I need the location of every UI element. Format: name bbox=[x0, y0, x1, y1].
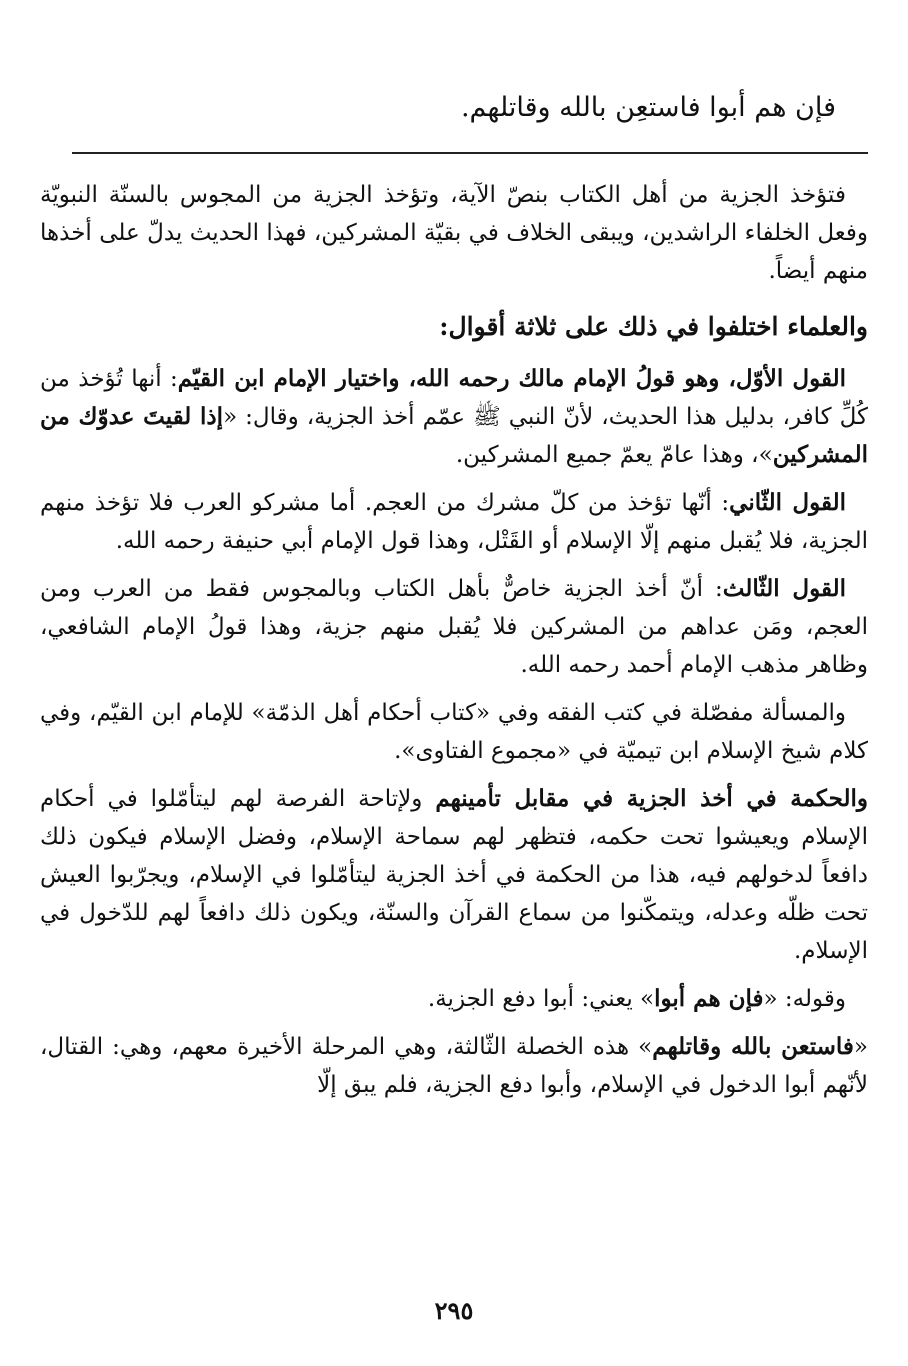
opinion-one-end: »، وهذا عامّ يعمّ جميع المشركين. bbox=[455, 442, 773, 468]
paragraph-jizya-intro: فتؤخذ الجزية من أهل الكتاب بنصّ الآية، وتؤخذ الجزية من المجوس بالسنّة النبويّة وفعل الخلفاء الراشدين، ويبقى الخلاف في بقيّة المشركين، فهذا الحديث يدلّ على أخذها منهم أيضاً. bbox=[40, 182, 868, 284]
paragraph-opinion-three bbox=[40, 570, 868, 684]
opinion-one-text: : أنها تُؤخذ من كُلِّ كافر، بدليل هذا الحديث، لأنّ النبي ﷺ عمّم أخذ الجزية، وقال: « bbox=[40, 366, 868, 430]
paragraph-opinion-one bbox=[40, 360, 868, 474]
opinion-one-title: القول الأوّل، وهو قولُ الإمام مالك رحمه الله، واختيار الإمام ابن القيّم bbox=[177, 365, 846, 392]
opinion-three-title: القول الثّالث bbox=[722, 575, 846, 602]
if-they-refuse-quote: فإن هم أبوا bbox=[654, 985, 764, 1012]
page-header-verse: فإن هم أبوا فاستعِن بالله وقاتلهم. bbox=[460, 92, 836, 123]
paragraph-if-they-refuse bbox=[40, 980, 868, 1018]
wisdom-text: ولإتاحة الفرصة لهم ليتأمّلوا في أحكام الإسلام ويعيشوا تحت حكمه، فتظهر لهم سماحة الإسلام، وفضل الإسلام فيكون ذلك دافعاً لدخولهم فيه، هذا من الحكمة في أخذ الجزية ليتأمّلوا في الإسلام، ويجرّبوا العيش تحت ظلّه وعدله، ويتمكّنوا من سماع القرآن والسنّة، ويكون ذلك دافعاً لهم للدّخول في الإسلام. bbox=[40, 786, 868, 964]
opinion-three-text: : أنّ أخذ الجزية خاصٌّ بأهل الكتاب وبالمجوس فقط من العرب ومن العجم، ومَن عداهم من المشركين فلا يُقبل منهم جزية، وهذا قولُ الإمام الشافعي، وظاهر مذهب الإمام أحمد رحمه الله. bbox=[40, 576, 868, 678]
page-number: ٢٩٥ bbox=[434, 1296, 474, 1325]
paragraph-seek-help bbox=[40, 1028, 868, 1104]
paragraph-wisdom bbox=[40, 780, 868, 970]
opinion-one-hadith-quote: إذا لقيتَ عدوّك من المشركين bbox=[40, 403, 868, 468]
page-body bbox=[40, 176, 868, 1104]
section-heading-three-opinions: والعلماء اختلفوا في ذلك على ثلاثة أقوال: bbox=[439, 312, 868, 341]
if-they-refuse-prefix: وقوله: « bbox=[763, 986, 846, 1012]
seek-help-prefix: « bbox=[853, 1034, 868, 1060]
opinion-two-text: : أنّها تؤخذ من كلّ مشرك من العجم. أما مشركو العرب فلا تؤخذ منهم الجزية، فلا يُقبل منهم إلّا الإسلام أو القَتْل، وهذا قول الإمام أبي حنيفة رحمه الله. bbox=[40, 490, 868, 554]
paragraph-opinion-two bbox=[40, 484, 868, 560]
seek-help-quote: فاستعن بالله وقاتلهم bbox=[652, 1033, 854, 1060]
wisdom-title: والحكمة في أخذ الجزية في مقابل تأمينهم bbox=[435, 785, 868, 812]
paragraph-references: والمسألة مفصّلة في كتب الفقه وفي «كتاب أحكام أهل الذمّة» للإمام ابن القيّم، وفي كلام شيخ الإسلام ابن تيميّة في «مجموع الفتاوى». bbox=[40, 700, 868, 764]
opinion-two-title: القول الثّاني bbox=[729, 489, 846, 516]
header-divider bbox=[72, 152, 868, 154]
seek-help-text: » هذه الخصلة الثّالثة، وهي المرحلة الأخيرة معهم، وهي: القتال، لأنّهم أبوا الدخول في الإسلام، وأبوا دفع الجزية، فلم يبق إلّا bbox=[40, 1034, 868, 1098]
if-they-refuse-text: » يعني: أبوا دفع الجزية. bbox=[427, 986, 655, 1012]
